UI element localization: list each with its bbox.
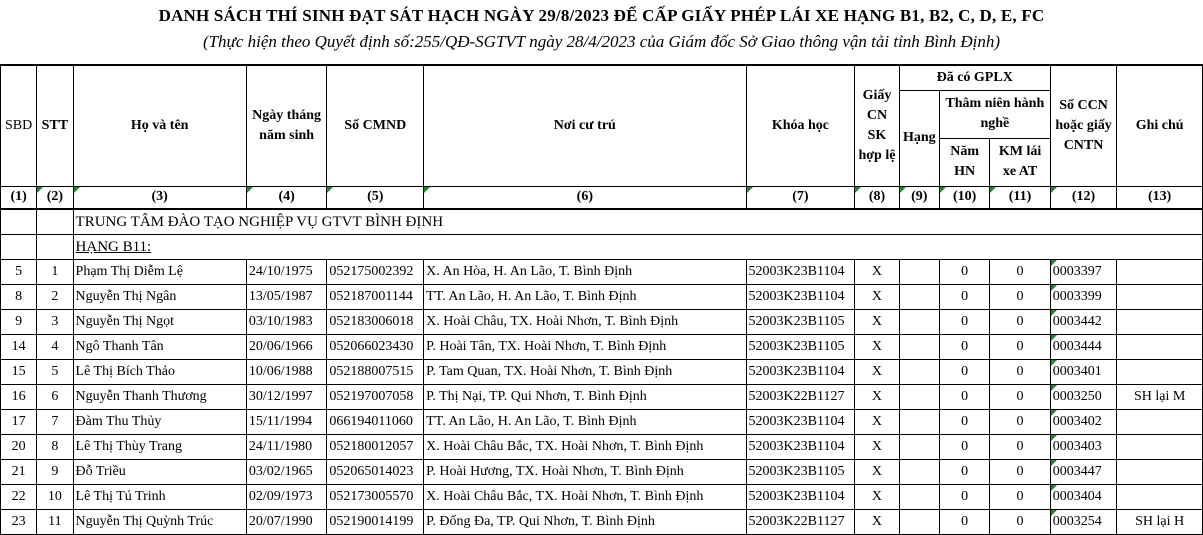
course-cell[interactable]: 52003K22B1127 — [746, 509, 855, 534]
center-name: TRUNG TÂM ĐÀO TẠO NGHIỆP VỤ GTVT BÌNH ĐỊNH — [73, 209, 1202, 235]
km-cell[interactable]: 0 — [990, 334, 1050, 359]
center-row — [1, 209, 1203, 235]
colnum-4: (4) — [246, 186, 327, 209]
table-row[interactable] — [1, 384, 1203, 409]
hang-cell[interactable] — [899, 459, 939, 484]
ccn-cell[interactable]: 0003403 — [1050, 434, 1116, 459]
class-label: HẠNG B11: — [73, 234, 1202, 259]
cmnd-cell[interactable]: 052188007515 — [327, 359, 424, 384]
name-cell[interactable]: Lê Thị Tú Trinh — [73, 484, 246, 509]
years-cell[interactable]: 0 — [939, 434, 989, 459]
hang-cell[interactable] — [899, 359, 939, 384]
km-cell[interactable]: 0 — [990, 509, 1050, 534]
error-indicator-icon — [424, 187, 430, 193]
address-cell[interactable]: X. Hoài Châu Bắc, TX. Hoài Nhơn, T. Bình Định — [424, 434, 746, 459]
km-cell[interactable]: 0 — [990, 459, 1050, 484]
km-cell[interactable]: 0 — [990, 259, 1050, 284]
colnum-5: (5) — [327, 186, 424, 209]
table-row[interactable] — [1, 434, 1203, 459]
error-indicator-icon — [37, 187, 43, 193]
document-subtitle: (Thực hiện theo Quyết định số:255/QĐ-SGTVT ngày 28/4/2023 của Giám đốc Sở Giao thông vận tải tỉnh Bình Định) — [202, 32, 1001, 51]
sbd-cell[interactable]: 20 — [1, 434, 37, 459]
error-indicator-icon — [1051, 460, 1057, 466]
km-cell[interactable]: 0 — [990, 484, 1050, 509]
header-years: Năm HN — [939, 138, 989, 186]
hang-cell[interactable] — [899, 334, 939, 359]
name-cell[interactable]: Ngô Thanh Tân — [73, 334, 246, 359]
colnum-7: (7) — [746, 186, 855, 209]
ccn-cell[interactable]: 0003444 — [1050, 334, 1116, 359]
error-indicator-icon — [1051, 310, 1057, 316]
header-course: Khóa học — [746, 65, 855, 186]
dob-cell[interactable]: 03/02/1965 — [246, 459, 327, 484]
address-cell[interactable]: P. Đống Đa, TP. Qui Nhơn, T. Bình Định — [424, 509, 746, 534]
colnum-6: (6) — [424, 186, 746, 209]
table-row[interactable] — [1, 359, 1203, 384]
health-cell[interactable]: X — [855, 259, 899, 284]
error-indicator-icon — [327, 187, 333, 193]
stt-cell[interactable]: 4 — [37, 334, 73, 359]
error-indicator-icon — [1051, 285, 1057, 291]
note-cell[interactable] — [1117, 459, 1203, 484]
address-cell[interactable]: P. Hoài Hương, TX. Hoài Nhơn, T. Bình Định — [424, 459, 746, 484]
health-cell[interactable]: X — [855, 284, 899, 309]
address-cell[interactable]: X. Hoài Châu, TX. Hoài Nhơn, T. Bình Định — [424, 309, 746, 334]
dob-cell[interactable]: 15/11/1994 — [246, 409, 327, 434]
sbd-cell[interactable]: 14 — [1, 334, 37, 359]
header-name: Họ và tên — [73, 65, 246, 186]
address-cell[interactable]: P. Hoài Tân, TX. Hoài Nhơn, T. Bình Định — [424, 334, 746, 359]
years-cell[interactable]: 0 — [939, 459, 989, 484]
note-cell[interactable] — [1117, 334, 1203, 359]
ccn-cell[interactable]: 0003447 — [1050, 459, 1116, 484]
table-row[interactable] — [1, 509, 1203, 534]
stt-cell[interactable]: 6 — [37, 384, 73, 409]
cmnd-cell[interactable]: 066194011060 — [327, 409, 424, 434]
ccn-cell[interactable]: 0003442 — [1050, 309, 1116, 334]
health-cell[interactable]: X — [855, 334, 899, 359]
colnum-10: (10) — [939, 186, 989, 209]
cmnd-cell[interactable]: 052190014199 — [327, 509, 424, 534]
health-cell[interactable]: X — [855, 409, 899, 434]
error-indicator-icon — [1051, 335, 1057, 341]
note-cell[interactable] — [1117, 259, 1203, 284]
error-indicator-icon — [1051, 410, 1057, 416]
header-note: Ghi chú — [1117, 65, 1203, 186]
dob-cell[interactable]: 20/06/1966 — [246, 334, 327, 359]
cmnd-cell[interactable]: 052066023430 — [327, 334, 424, 359]
ccn-cell[interactable]: 0003254 — [1050, 509, 1116, 534]
header-ccn: Số CCN hoặc giấy CNTN — [1050, 65, 1116, 186]
name-cell[interactable]: Nguyễn Thị Ngân — [73, 284, 246, 309]
colnum-9: (9) — [899, 186, 939, 209]
header-address: Nơi cư trú — [424, 65, 746, 186]
address-cell[interactable]: P. Tam Quan, TX. Hoài Nhơn, T. Bình Định — [424, 359, 746, 384]
stt-cell[interactable]: 2 — [37, 284, 73, 309]
ccn-cell[interactable]: 0003250 — [1050, 384, 1116, 409]
stt-cell[interactable]: 5 — [37, 359, 73, 384]
years-cell[interactable]: 0 — [939, 384, 989, 409]
colnum-1: (1) — [1, 186, 37, 209]
km-cell[interactable]: 0 — [990, 309, 1050, 334]
sbd-cell[interactable]: 22 — [1, 484, 37, 509]
table-row[interactable] — [1, 284, 1203, 309]
course-cell[interactable]: 52003K23B1104 — [746, 359, 855, 384]
stt-cell[interactable]: 1 — [37, 259, 73, 284]
error-indicator-icon — [1051, 435, 1057, 441]
course-cell[interactable]: 52003K23B1104 — [746, 484, 855, 509]
note-cell[interactable] — [1117, 359, 1203, 384]
cmnd-cell[interactable]: 052183006018 — [327, 309, 424, 334]
health-cell[interactable]: X — [855, 459, 899, 484]
sbd-cell[interactable]: 21 — [1, 459, 37, 484]
error-indicator-icon — [990, 187, 996, 193]
document-title: DANH SÁCH THÍ SINH ĐẠT SÁT HẠCH NGÀY 29/8/2023 ĐỂ CẤP GIẤY PHÉP LÁI XE HẠNG B1, B2, C, D, E, FC — [158, 6, 1045, 25]
dob-cell[interactable]: 02/09/1973 — [246, 484, 327, 509]
name-cell[interactable]: Nguyễn Thị Ngọt — [73, 309, 246, 334]
cmnd-cell[interactable]: 052173005570 — [327, 484, 424, 509]
ccn-cell[interactable]: 0003404 — [1050, 484, 1116, 509]
stt-cell[interactable]: 7 — [37, 409, 73, 434]
dob-cell[interactable]: 24/10/1975 — [246, 259, 327, 284]
note-cell[interactable] — [1117, 284, 1203, 309]
name-cell[interactable]: Đỗ Triều — [73, 459, 246, 484]
sbd-cell[interactable]: 16 — [1, 384, 37, 409]
course-cell[interactable]: 52003K23B1104 — [746, 259, 855, 284]
health-cell[interactable]: X — [855, 434, 899, 459]
years-cell[interactable]: 0 — [939, 334, 989, 359]
error-indicator-icon — [1051, 385, 1057, 391]
error-indicator-icon — [247, 187, 253, 193]
header-dob: Ngày tháng năm sinh — [246, 65, 327, 186]
error-indicator-icon — [74, 187, 80, 193]
hang-cell[interactable] — [899, 259, 939, 284]
health-cell[interactable]: X — [855, 509, 899, 534]
dob-cell[interactable]: 20/07/1990 — [246, 509, 327, 534]
header-health: Giấy CN SK hợp lệ — [855, 65, 899, 186]
stt-cell[interactable]: 3 — [37, 309, 73, 334]
course-cell[interactable]: 52003K23B1105 — [746, 459, 855, 484]
km-cell[interactable]: 0 — [990, 359, 1050, 384]
years-cell[interactable]: 0 — [939, 309, 989, 334]
name-cell[interactable]: Nguyễn Thị Quỳnh Trúc — [73, 509, 246, 534]
colnum-3: (3) — [73, 186, 246, 209]
hang-cell[interactable] — [899, 434, 939, 459]
table-row[interactable] — [1, 309, 1203, 334]
error-indicator-icon — [1051, 187, 1057, 193]
years-cell[interactable]: 0 — [939, 284, 989, 309]
stt-cell[interactable]: 10 — [37, 484, 73, 509]
course-cell[interactable]: 52003K23B1104 — [746, 434, 855, 459]
header-hang: Hạng — [899, 90, 939, 186]
error-indicator-icon — [1051, 510, 1057, 516]
name-cell[interactable]: Nguyễn Thanh Thương — [73, 384, 246, 409]
dob-cell[interactable]: 24/11/1980 — [246, 434, 327, 459]
error-indicator-icon — [900, 187, 906, 193]
colnum-2: (2) — [37, 186, 73, 209]
error-indicator-icon — [747, 187, 753, 193]
sbd-cell[interactable]: 9 — [1, 309, 37, 334]
sbd-cell[interactable]: 5 — [1, 259, 37, 284]
address-cell[interactable]: TT. An Lão, H. An Lão, T. Bình Định — [424, 284, 746, 309]
note-cell[interactable] — [1117, 484, 1203, 509]
years-cell[interactable]: 0 — [939, 259, 989, 284]
colnum-11: (11) — [990, 186, 1050, 209]
name-cell[interactable]: Phạm Thị Diễm Lệ — [73, 259, 246, 284]
course-cell[interactable]: 52003K23B1104 — [746, 409, 855, 434]
cmnd-cell[interactable]: 052180012057 — [327, 434, 424, 459]
sbd-cell[interactable]: 17 — [1, 409, 37, 434]
km-cell[interactable]: 0 — [990, 409, 1050, 434]
hang-cell[interactable] — [899, 509, 939, 534]
error-indicator-icon — [1051, 260, 1057, 266]
error-indicator-icon — [1051, 485, 1057, 491]
address-cell[interactable]: TT. An Lão, H. An Lão, T. Bình Định — [424, 409, 746, 434]
note-cell[interactable] — [1117, 409, 1203, 434]
address-cell[interactable]: X. Hoài Châu Bắc, TX. Hoài Nhơn, T. Bình Định — [424, 484, 746, 509]
cmnd-cell[interactable]: 052175002392 — [327, 259, 424, 284]
health-cell[interactable]: X — [855, 384, 899, 409]
note-cell[interactable] — [1117, 309, 1203, 334]
table-row[interactable] — [1, 459, 1203, 484]
address-cell[interactable]: X. An Hòa, H. An Lão, T. Bình Định — [424, 259, 746, 284]
years-cell[interactable]: 0 — [939, 409, 989, 434]
stt-cell[interactable]: 11 — [37, 509, 73, 534]
header-sbd: SBD — [1, 65, 37, 186]
ccn-cell[interactable]: 0003401 — [1050, 359, 1116, 384]
hang-cell[interactable] — [899, 409, 939, 434]
dob-cell[interactable]: 03/10/1983 — [246, 309, 327, 334]
course-cell[interactable]: 52003K23B1105 — [746, 309, 855, 334]
course-cell[interactable]: 52003K23B1104 — [746, 284, 855, 309]
header-cmnd: Số CMND — [327, 65, 424, 186]
candidate-table — [0, 64, 1203, 535]
name-cell[interactable]: Đàm Thu Thủy — [73, 409, 246, 434]
ccn-cell[interactable]: 0003399 — [1050, 284, 1116, 309]
header-stt: STT — [37, 65, 73, 186]
error-indicator-icon — [940, 187, 946, 193]
km-cell[interactable]: 0 — [990, 384, 1050, 409]
health-cell[interactable]: X — [855, 309, 899, 334]
name-cell[interactable]: Lê Thị Bích Thảo — [73, 359, 246, 384]
years-cell[interactable]: 0 — [939, 484, 989, 509]
note-cell[interactable] — [1117, 434, 1203, 459]
dob-cell[interactable]: 30/12/1997 — [246, 384, 327, 409]
health-cell[interactable]: X — [855, 359, 899, 384]
health-cell[interactable]: X — [855, 484, 899, 509]
error-indicator-icon — [855, 187, 861, 193]
ccn-cell[interactable]: 0003402 — [1050, 409, 1116, 434]
table-row[interactable] — [1, 259, 1203, 284]
note-cell[interactable]: SH lại H — [1117, 509, 1203, 534]
dob-cell[interactable]: 10/06/1988 — [246, 359, 327, 384]
table-row[interactable] — [1, 334, 1203, 359]
cmnd-cell[interactable]: 052065014023 — [327, 459, 424, 484]
km-cell[interactable]: 0 — [990, 434, 1050, 459]
ccn-cell[interactable]: 0003397 — [1050, 259, 1116, 284]
course-cell[interactable]: 52003K23B1105 — [746, 334, 855, 359]
sbd-cell[interactable]: 15 — [1, 359, 37, 384]
header-km: KM lái xe AT — [990, 138, 1050, 186]
class-row — [1, 234, 1203, 259]
stt-cell[interactable]: 8 — [37, 434, 73, 459]
sbd-cell[interactable]: 23 — [1, 509, 37, 534]
cmnd-cell[interactable]: 052197007058 — [327, 384, 424, 409]
years-cell[interactable]: 0 — [939, 509, 989, 534]
table-row[interactable] — [1, 484, 1203, 509]
hang-cell[interactable] — [899, 384, 939, 409]
km-cell[interactable]: 0 — [990, 284, 1050, 309]
name-cell[interactable]: Lê Thị Thùy Trang — [73, 434, 246, 459]
address-cell[interactable]: P. Thị Nại, TP. Qui Nhơn, T. Bình Định — [424, 384, 746, 409]
table-row[interactable] — [1, 409, 1203, 434]
dob-cell[interactable]: 13/05/1987 — [246, 284, 327, 309]
sbd-cell[interactable]: 8 — [1, 284, 37, 309]
header-gplx-group: Đã có GPLX — [899, 65, 1050, 90]
course-cell[interactable]: 52003K22B1127 — [746, 384, 855, 409]
note-cell[interactable]: SH lại M — [1117, 384, 1203, 409]
years-cell[interactable]: 0 — [939, 359, 989, 384]
colnum-8: (8) — [855, 186, 899, 209]
hang-cell[interactable] — [899, 484, 939, 509]
hang-cell[interactable] — [899, 284, 939, 309]
header-seniority-group: Thâm niên hành nghề — [939, 90, 1050, 138]
colnum-12: (12) — [1050, 186, 1116, 209]
cmnd-cell[interactable]: 052187001144 — [327, 284, 424, 309]
error-indicator-icon — [1051, 360, 1057, 366]
stt-cell[interactable]: 9 — [37, 459, 73, 484]
hang-cell[interactable] — [899, 309, 939, 334]
colnum-13: (13) — [1117, 186, 1203, 209]
